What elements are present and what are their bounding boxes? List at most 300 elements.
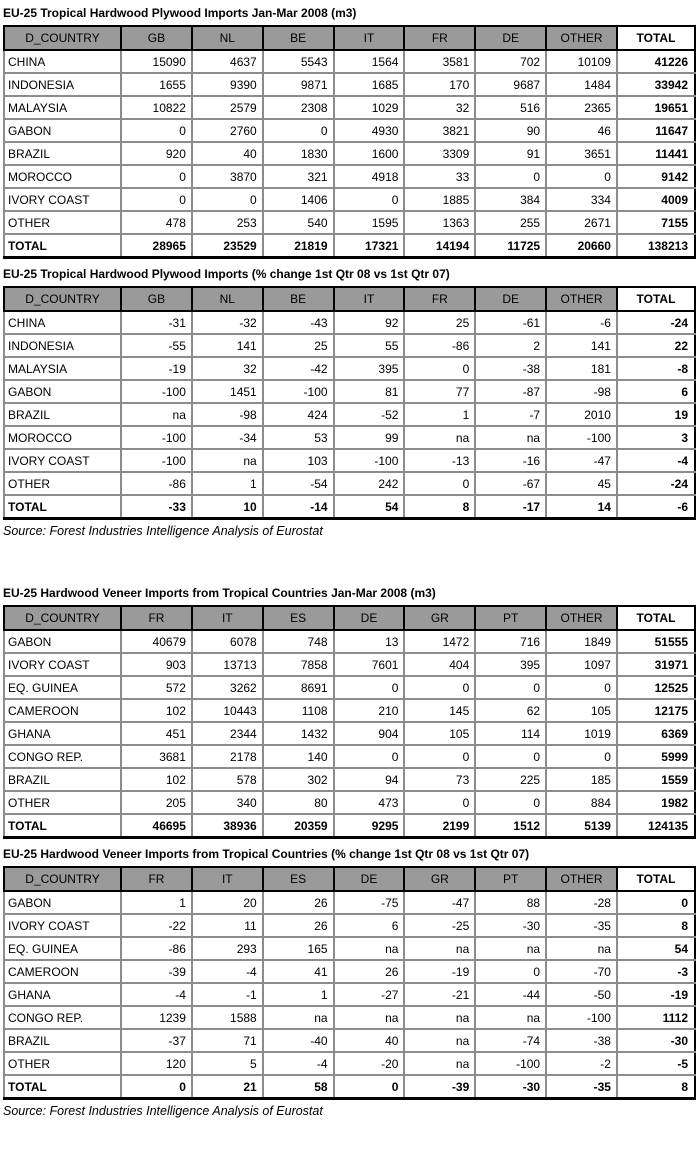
row-header-cell: MOROCCO [4,165,121,188]
cell: 321 [263,165,334,188]
cell: 451 [121,722,192,745]
cell: -16 [475,449,546,472]
cell: na [475,937,546,960]
cell: 51555 [617,630,695,653]
total-row [4,1075,695,1099]
cell: 1595 [334,211,405,234]
cell: 253 [192,211,263,234]
table-row [4,311,695,334]
cell: 8 [404,495,475,519]
cell: -6 [546,311,617,334]
cell: 884 [546,791,617,814]
row-header-cell: BRAZIL [4,1029,121,1052]
cell: -47 [546,449,617,472]
cell: 1112 [617,1006,695,1029]
table-row [4,357,695,380]
table-row [4,403,695,426]
cell: -27 [334,983,405,1006]
cell: 255 [475,211,546,234]
cell: 4918 [334,165,405,188]
cell: 10 [192,495,263,519]
cell: na [475,426,546,449]
table-row [4,914,695,937]
cell: 45 [546,472,617,495]
cell: 1 [121,891,192,914]
column-header: BE [263,26,334,50]
cell: 80 [263,791,334,814]
cell: 0 [475,745,546,768]
cell: 14 [546,495,617,519]
cell: 1406 [263,188,334,211]
cell: 10109 [546,50,617,73]
cell: -75 [334,891,405,914]
cell: 124135 [617,814,695,838]
cell: 26 [263,891,334,914]
row-header-cell: GABON [4,380,121,403]
column-header: TOTAL [617,26,695,50]
column-header: NL [192,287,263,311]
cell: -50 [546,983,617,1006]
cell: 0 [475,791,546,814]
cell: -86 [121,937,192,960]
cell: 62 [475,699,546,722]
table-row [4,50,695,73]
column-header: DE [475,26,546,50]
cell: 20660 [546,234,617,258]
cell: 102 [121,699,192,722]
table-section [0,4,700,259]
cell: 33942 [617,73,695,96]
cell: na [121,403,192,426]
cell: 54 [334,495,405,519]
cell: 904 [334,722,405,745]
table-row [4,1052,695,1075]
cell: 15090 [121,50,192,73]
cell: -86 [404,334,475,357]
cell: 54 [617,937,695,960]
cell: 103 [263,449,334,472]
cell: -54 [263,472,334,495]
cell: 0 [475,676,546,699]
column-header: TOTAL [617,287,695,311]
cell: 702 [475,50,546,73]
column-header: PT [475,867,546,891]
total-row [4,814,695,838]
cell: 2178 [192,745,263,768]
cell: -100 [121,380,192,403]
row-header-cell: BRAZIL [4,142,121,165]
cell: 4930 [334,119,405,142]
cell: 478 [121,211,192,234]
cell: -100 [121,426,192,449]
cell: 19651 [617,96,695,119]
cell: 32 [192,357,263,380]
cell: 572 [121,676,192,699]
cell: 225 [475,768,546,791]
row-header-cell: OTHER [4,211,121,234]
cell: -74 [475,1029,546,1052]
cell: 0 [404,745,475,768]
table-row [4,426,695,449]
table-row [4,165,695,188]
cell: 242 [334,472,405,495]
cell: 12175 [617,699,695,722]
cell: -19 [617,983,695,1006]
cell: 1097 [546,653,617,676]
cell: 1849 [546,630,617,653]
table-row [4,937,695,960]
cell: 26 [263,914,334,937]
cell: 3262 [192,676,263,699]
cell: na [546,937,617,960]
table-body [4,311,695,519]
table-row [4,1029,695,1052]
cell: 0 [334,188,405,211]
cell: 903 [121,653,192,676]
column-header: FR [404,287,475,311]
cell: 114 [475,722,546,745]
table-row [4,188,695,211]
column-header: GR [404,867,475,891]
table-body [4,50,695,258]
cell: 140 [263,745,334,768]
cell: 46 [546,119,617,142]
cell: 1588 [192,1006,263,1029]
cell: 920 [121,142,192,165]
column-header: GB [121,287,192,311]
cell: 11441 [617,142,695,165]
column-header: D_COUNTRY [4,867,121,891]
cell: -43 [263,311,334,334]
cell: 0 [617,891,695,914]
report-content [0,4,700,1118]
cell: 3 [617,426,695,449]
cell: -19 [121,357,192,380]
cell: -98 [192,403,263,426]
column-header: FR [404,26,475,50]
cell: 0 [475,960,546,983]
row-header-cell: INDONESIA [4,73,121,96]
table-body [4,891,695,1099]
table-header [4,867,695,891]
cell: 33 [404,165,475,188]
table-row [4,960,695,983]
cell: 2308 [263,96,334,119]
cell: 0 [263,119,334,142]
cell: -1 [192,983,263,1006]
column-header: IT [192,867,263,891]
row-header-cell: IVORY COAST [4,914,121,937]
table-header [4,287,695,311]
cell: -52 [334,403,405,426]
cell: 9687 [475,73,546,96]
cell: 384 [475,188,546,211]
row-header-cell: BRAZIL [4,403,121,426]
cell: 0 [334,745,405,768]
cell: 516 [475,96,546,119]
cell: 8 [617,914,695,937]
table-row [4,96,695,119]
cell: 1239 [121,1006,192,1029]
cell: 424 [263,403,334,426]
cell: 1655 [121,73,192,96]
row-header-cell: IVORY COAST [4,653,121,676]
cell: -100 [121,449,192,472]
cell: 88 [475,891,546,914]
header-row [4,606,695,630]
cell: 0 [121,1075,192,1099]
table-row [4,653,695,676]
column-header: PT [475,606,546,630]
cell: 105 [404,722,475,745]
cell: -35 [546,914,617,937]
cell: 14194 [404,234,475,258]
table-row [4,630,695,653]
row-header-cell: GHANA [4,983,121,1006]
cell: 2010 [546,403,617,426]
cell: 0 [546,745,617,768]
cell: -40 [263,1029,334,1052]
cell: -4 [617,449,695,472]
cell: -8 [617,357,695,380]
cell: -98 [546,380,617,403]
cell: 578 [192,768,263,791]
cell: 32 [404,96,475,119]
row-header-cell: CONGO REP. [4,745,121,768]
column-header: ES [263,867,334,891]
cell: 77 [404,380,475,403]
cell: 58 [263,1075,334,1099]
cell: -2 [546,1052,617,1075]
cell: 6 [617,380,695,403]
column-header: TOTAL [617,606,695,630]
cell: 1472 [404,630,475,653]
cell: 395 [334,357,405,380]
column-header: D_COUNTRY [4,287,121,311]
table-row [4,983,695,1006]
column-header: OTHER [546,287,617,311]
cell: 2579 [192,96,263,119]
cell: 26 [334,960,405,983]
column-header: D_COUNTRY [4,606,121,630]
row-header-cell: TOTAL [4,234,121,258]
cell: -42 [263,357,334,380]
cell: -22 [121,914,192,937]
data-table [3,866,696,1100]
cell: 1512 [475,814,546,838]
row-header-cell: CHINA [4,311,121,334]
cell: 20359 [263,814,334,838]
column-header: GB [121,26,192,50]
cell: 0 [121,188,192,211]
row-header-cell: OTHER [4,472,121,495]
cell: -47 [404,891,475,914]
cell: -38 [546,1029,617,1052]
cell: -34 [192,426,263,449]
cell: 8691 [263,676,334,699]
cell: 41226 [617,50,695,73]
cell: 3870 [192,165,263,188]
cell: 1830 [263,142,334,165]
column-header: GR [404,606,475,630]
data-table [3,605,696,839]
cell: 473 [334,791,405,814]
table-row [4,791,695,814]
row-header-cell: OTHER [4,1052,121,1075]
cell: 0 [475,165,546,188]
cell: -39 [121,960,192,983]
table-header [4,26,695,50]
cell: 1432 [263,722,334,745]
cell: 1564 [334,50,405,73]
cell: -13 [404,449,475,472]
cell: -6 [617,495,695,519]
cell: na [404,1052,475,1075]
cell: 2344 [192,722,263,745]
cell: -87 [475,380,546,403]
cell: -3 [617,960,695,983]
row-header-cell: GABON [4,630,121,653]
cell: 38936 [192,814,263,838]
cell: 0 [404,357,475,380]
table-row [4,142,695,165]
cell: -100 [546,426,617,449]
cell: 1685 [334,73,405,96]
cell: -100 [475,1052,546,1075]
cell: na [404,426,475,449]
cell: na [334,937,405,960]
cell: 1600 [334,142,405,165]
cell: -30 [475,1075,546,1099]
table-row [4,768,695,791]
cell: 181 [546,357,617,380]
cell: -100 [546,1006,617,1029]
cell: 7601 [334,653,405,676]
cell: 293 [192,937,263,960]
cell: 6 [334,914,405,937]
table-title: EU-25 Tropical Hardwood Plywood Imports Jan-Mar 2008 (m3) [3,6,357,20]
cell: 2199 [404,814,475,838]
cell: 340 [192,791,263,814]
cell: 1982 [617,791,695,814]
cell: 0 [404,472,475,495]
cell: -35 [546,1075,617,1099]
cell: 55 [334,334,405,357]
cell: 7155 [617,211,695,234]
cell: -24 [617,472,695,495]
cell: na [404,1029,475,1052]
row-header-cell: IVORY COAST [4,449,121,472]
column-header: FR [121,606,192,630]
column-header: OTHER [546,606,617,630]
row-header-cell: MALAYSIA [4,96,121,119]
cell: 138213 [617,234,695,258]
cell: 0 [192,188,263,211]
cell: -4 [121,983,192,1006]
cell: 5999 [617,745,695,768]
cell: -4 [192,960,263,983]
cell: -17 [475,495,546,519]
cell: 4637 [192,50,263,73]
row-header-cell: BRAZIL [4,768,121,791]
column-header: DE [475,287,546,311]
cell: 1885 [404,188,475,211]
cell: 334 [546,188,617,211]
cell: 25 [404,311,475,334]
table-row [4,745,695,768]
table-row [4,699,695,722]
row-header-cell: OTHER [4,791,121,814]
cell: 7858 [263,653,334,676]
cell: 6078 [192,630,263,653]
cell: 0 [546,676,617,699]
cell: 2671 [546,211,617,234]
row-header-cell: GHANA [4,722,121,745]
table-row [4,472,695,495]
cell: 13713 [192,653,263,676]
cell: 5543 [263,50,334,73]
cell: -28 [546,891,617,914]
cell: 0 [334,1075,405,1099]
cell: na [263,1006,334,1029]
cell: -21 [404,983,475,1006]
total-row [4,234,695,258]
cell: 1108 [263,699,334,722]
row-header-cell: TOTAL [4,495,121,519]
column-header: OTHER [546,867,617,891]
cell: 0 [121,165,192,188]
cell: -24 [617,311,695,334]
column-header: D_COUNTRY [4,26,121,50]
cell: 3651 [546,142,617,165]
cell: -19 [404,960,475,983]
cell: 3821 [404,119,475,142]
cell: -44 [475,983,546,1006]
cell: 302 [263,768,334,791]
cell: 540 [263,211,334,234]
row-header-cell: TOTAL [4,814,121,838]
cell: 8 [617,1075,695,1099]
table-body [4,630,695,838]
column-header: IT [334,287,405,311]
cell: -100 [334,449,405,472]
row-header-cell: IVORY COAST [4,188,121,211]
column-header: OTHER [546,26,617,50]
cell: 19 [617,403,695,426]
cell: 1559 [617,768,695,791]
table-header [4,606,695,630]
cell: 1451 [192,380,263,403]
cell: 11647 [617,119,695,142]
cell: 22 [617,334,695,357]
cell: 3581 [404,50,475,73]
table-row [4,722,695,745]
cell: -38 [475,357,546,380]
cell: 9390 [192,73,263,96]
cell: 2760 [192,119,263,142]
cell: 3681 [121,745,192,768]
row-header-cell: CAMEROON [4,699,121,722]
cell: -37 [121,1029,192,1052]
cell: 40 [334,1029,405,1052]
cell: 81 [334,380,405,403]
cell: 120 [121,1052,192,1075]
cell: 13 [334,630,405,653]
data-table [3,286,696,520]
cell: 10443 [192,699,263,722]
cell: 1019 [546,722,617,745]
cell: 165 [263,937,334,960]
